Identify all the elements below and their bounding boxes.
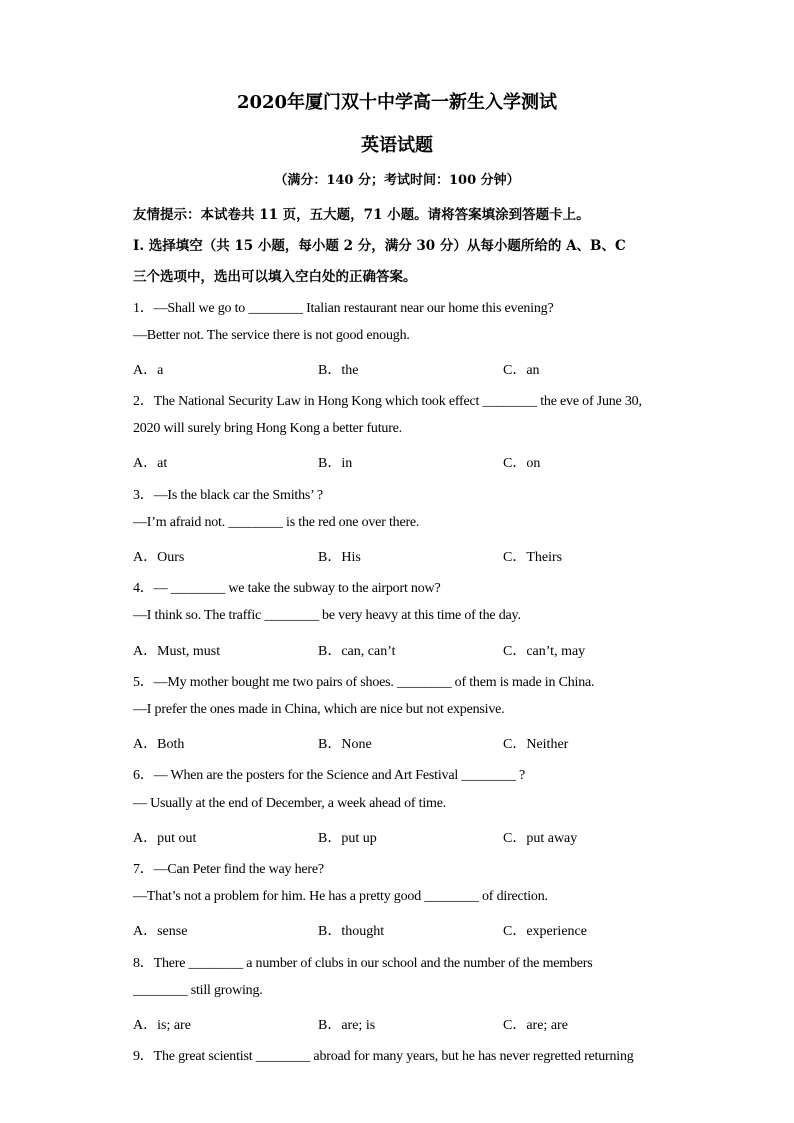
option-c: C．an (503, 363, 540, 378)
question-line: 3．—Is the black car the Smiths’ ? (133, 488, 323, 503)
question-line: 2020 will surely bring Hong Kong a better future. (133, 421, 402, 436)
question-line: 6．— When are the posters for the Science and Art Festival ________ ? (133, 768, 526, 783)
question-line: 8．There ________ a number of clubs in our school and the number of the members (133, 956, 593, 971)
option-c: C．experience (503, 924, 587, 939)
option-a: A．put out (133, 831, 197, 846)
question-line: 9．The great scientist ________ abroad for many years, but he has never regretted returning (133, 1049, 634, 1064)
option-a: A．is; are (133, 1018, 191, 1033)
question-line: 4．— ________ we take the subway to the airport now? (133, 581, 441, 596)
notice: 友情提示：本试卷共 11 页，五大题，71 小题。请将答案填涂到答题卡上。 (133, 207, 590, 223)
section-heading-continued: 三个选项中，选出可以填入空白处的正确答案。 (133, 269, 417, 285)
question-line: 7．—Can Peter find the way here? (133, 862, 324, 877)
option-b: B．None (318, 737, 372, 752)
question-line: —I’m afraid not. ________ is the red one over there. (133, 515, 420, 530)
option-b: B．His (318, 550, 361, 565)
option-b: B．can, can’t (318, 644, 396, 659)
option-c: C．can’t, may (503, 644, 586, 659)
option-c: C．put away (503, 831, 578, 846)
option-c: C．Theirs (503, 550, 563, 565)
option-a: A．a (133, 363, 164, 378)
subject-title: 英语试题 (361, 135, 433, 156)
question-line: — Usually at the end of December, a week ahead of time. (133, 796, 447, 811)
question-line: —I think so. The traffic ________ be very heavy at this time of the day. (133, 608, 521, 623)
exam-info: （满分：140 分；考试时间：100 分钟） (274, 173, 520, 188)
question-line: 5．—My mother bought me two pairs of shoes. ________ of them is made in China. (133, 675, 595, 690)
question-line: 2．The National Security Law in Hong Kong which took effect ________ the eve of June 30, (133, 394, 642, 409)
question-line: —That’s not a problem for him. He has a pretty good ________ of direction. (133, 889, 548, 904)
option-c: C．on (503, 456, 541, 471)
option-b: B．the (318, 363, 359, 378)
option-c: C．Neither (503, 737, 569, 752)
option-b: B．are; is (318, 1018, 376, 1033)
question-line: —Better not. The service there is not good enough. (133, 328, 410, 343)
option-a: A．Must, must (133, 644, 221, 659)
option-a: A．at (133, 456, 168, 471)
exam-title: 2020年厦门双十中学高一新生入学测试 (236, 92, 558, 113)
option-a: A．Both (133, 737, 185, 752)
question-line: 1．—Shall we go to ________ Italian restaurant near our home this evening? (133, 301, 554, 316)
section-heading: I. 选择填空（共 15 小题，每小题 2 分，满分 30 分）从每小题所给的 A、B、C (133, 238, 626, 254)
option-b: B．in (318, 456, 353, 471)
option-b: B．thought (318, 924, 385, 939)
option-c: C．are; are (503, 1018, 568, 1033)
option-a: A．Ours (133, 550, 185, 565)
question-line: —I prefer the ones made in China, which are nice but not expensive. (133, 702, 505, 717)
option-b: B．put up (318, 831, 377, 846)
option-a: A．sense (133, 924, 188, 939)
question-line: ________ still growing. (133, 983, 263, 998)
